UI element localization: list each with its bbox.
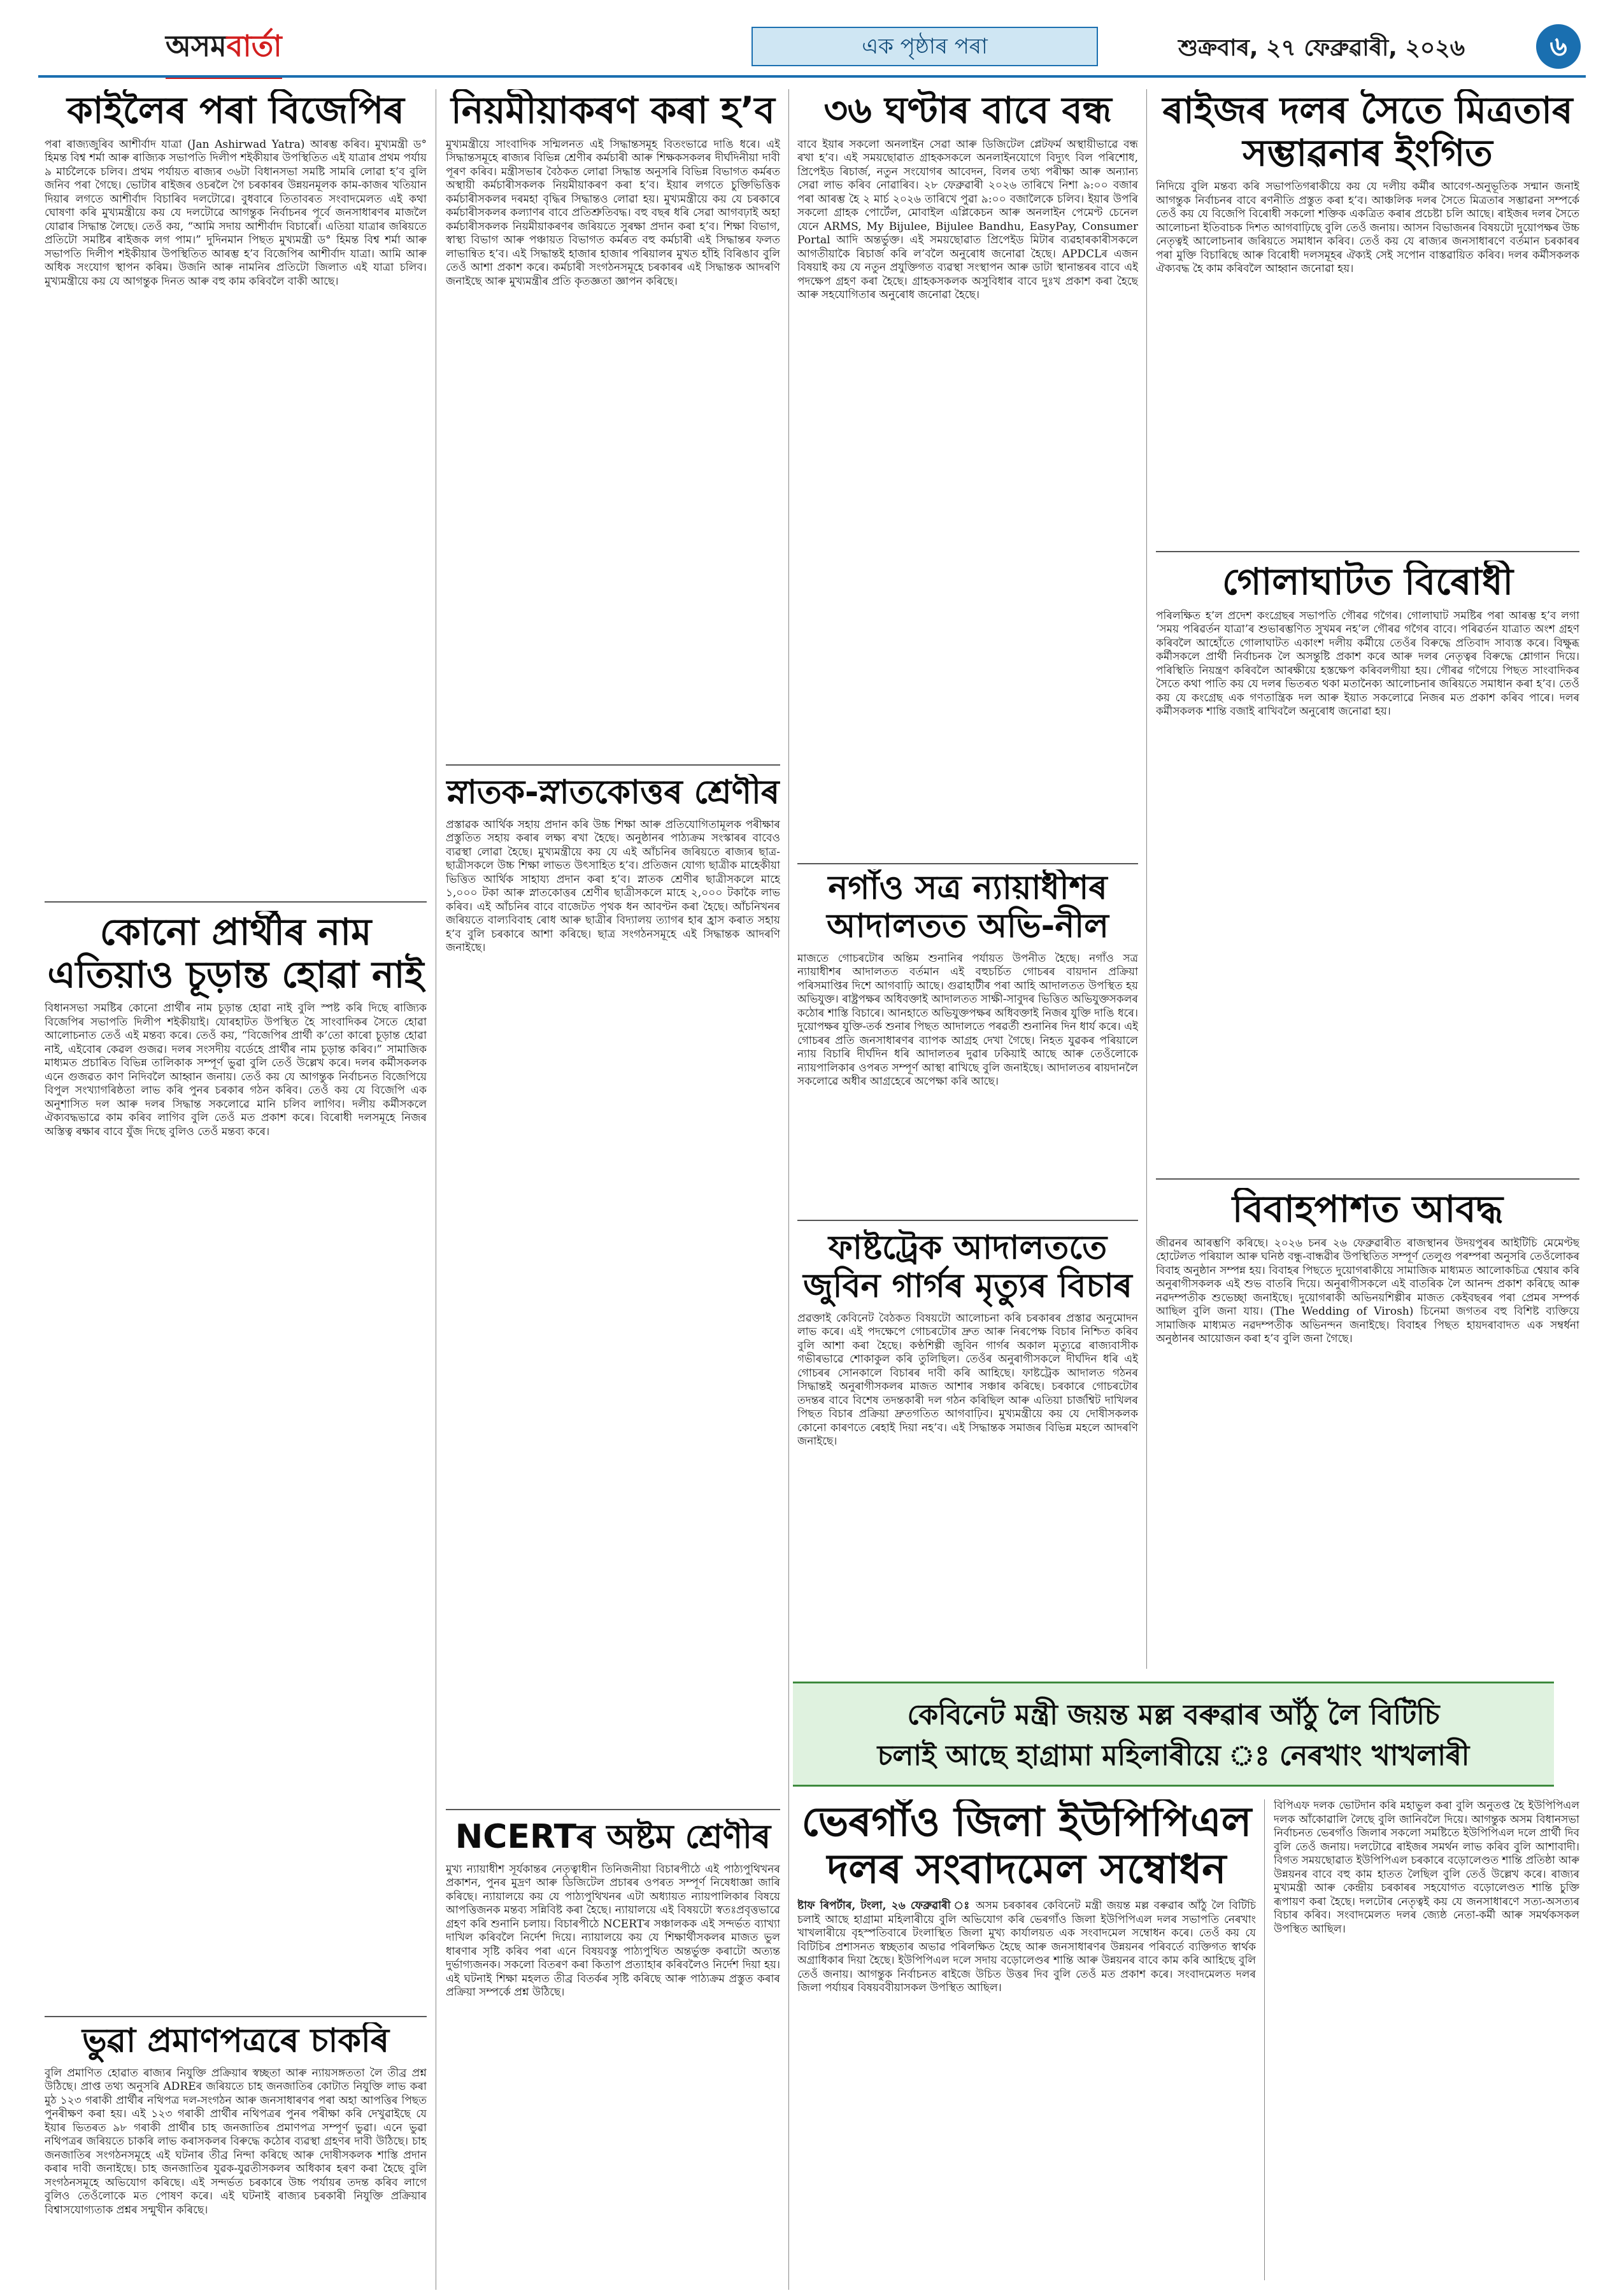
- article-body: জীৱনৰ আৰম্ভণি কৰিছে। ২০২৬ চনৰ ২৬ ফেব্ৰুৱাৰীত ৰাজস্থানৰ উদয়পুৰৰ আইটিচি মেমেণ্টছ হোটেলত পৰিয়াল আৰু ঘনিষ্ঠ বন্ধু-বান্ধৱীৰ উপস্থিতিত সম্পূৰ্ণ তেলুগু পৰম্পৰা অনুসৰি তেওঁলোকৰ বিবাহ অনুষ্ঠান সম্পন্ন হয়। বিবাহৰ পিছতে দুয়োগৰাকীয়ে সামাজিক মাধ্যমত আলোকচিত্ৰ শ্বেয়াৰ কৰি অনুৰাগীসকলক এই শুভ বাতৰি দিয়ে। অনুৰাগীসকলে এই বাতৰিক লৈ আনন্দ প্ৰকাশ কৰিছে আৰু নৱদম্পতীক শুভেচ্ছা জনাইছে। দুয়োগৰাকী অভিনয়শিল্পীৰ মাজত কেইবছৰৰ পৰা প্ৰেমৰ সম্পৰ্ক আছিল বুলি জনা যায়। (The Wedding of Virosh) চিনেমা জগতৰ বহু বিশিষ্ট ব্যক্তিয়ে সামাজিক মাধ্যমত নৱদম্পতীক অভিনন্দন জনাইছে। বিবাহৰ পিছত হায়দৰাবাদত এক সম্বৰ্ধনা অনুষ্ঠানৰ আয়োজন কৰা হ’ব বুলি জনা গৈছে।: [1156, 1236, 1579, 1346]
- article-candidate: [45, 911, 427, 2013]
- headline: গোলাঘাটত বিৰোধী: [1222, 561, 1514, 603]
- article-mitrata: [1156, 89, 1579, 545]
- article-bereghar-continued: [1274, 1799, 1579, 2280]
- article-body: বুলি প্ৰমাণিত হোৱাত ৰাজ্যৰ নিযুক্তি প্ৰক্ৰিয়াৰ স্বচ্ছতা আৰু ন্যায়সঙ্গততা লৈ তীব্ৰ প্ৰশ্ন উঠিছে। প্ৰাপ্ত তথ্য অনুসৰি ADREৰ জৰিয়তে চাহ জনজাতিৰ কোটাত নিযুক্তি লাভ কৰা মুঠ ১২৩ গৰাকী প্ৰাৰ্থীৰ নথিপত্ৰ দল-সংগঠন আৰু জনসাধাৰণৰ পৰা অহা আপত্তিৰ পিছত পুনৰীক্ষণ কৰা হয়। এই ১২৩ গৰাকী প্ৰাৰ্থীৰ নথিপত্ৰৰ পুনৰ পৰীক্ষা কৰি দেখুৱাইছে যে ইয়াৰ ভিতৰত ৯৮ গৰাকী প্ৰাৰ্থীৰ চাহ জনজাতিৰ প্ৰমাণপত্ৰ সম্পূৰ্ণ ভুৱা। এনে ভুৱা নথিপত্ৰৰ জৰিয়তে চাকৰি লাভ কৰাসকলৰ বিৰুদ্ধে কঠোৰ ব্যৱস্থা গ্ৰহণৰ দাবী উঠিছে। চাহ জনজাতিৰ সংগঠনসমূহে এই ঘটনাৰ তীব্ৰ নিন্দা কৰিছে আৰু দোষীসকলক শাস্তি প্ৰদান কৰাৰ দাবী জনাইছে। চাহ জনজাতিৰ যুৱক-যুৱতীসকলৰ অধিকাৰ হৰণ কৰা হৈছে বুলি সংগঠনসমূহে অভিযোগ কৰিছে। এই সন্দৰ্ভত চৰকাৰে উচ্চ পৰ্যায়ৰ তদন্ত কৰিব লাগে বুলিও তেওঁলোকে মত পোষণ কৰে। এই ঘটনাই ৰাজ্যৰ চৰকাৰী নিযুক্তি প্ৰক্ৰিয়াৰ বিশ্বাসযোগ্যতাক প্ৰশ্নৰ সন্মুখীন কৰিছে।: [45, 2066, 427, 2217]
- article-body: বাবে ইয়াৰ সকলো অনলাইন সেৱা আৰু ডিজিটেল প্লেটফৰ্ম অস্থায়ীভাৱে বন্ধ ৰখা হ’ব। এই সময়ছোৱাত গ্ৰাহকসকলে অনলাইনযোগে বিদ্যুৎ বিল পৰিশোধ, প্ৰিপেইড ৰিচাৰ্জ, নতুন সংযোগৰ আবেদন, বিলৰ তথ্য পৰীক্ষা আৰু অন্যান্য সেৱা লাভ কৰিব নোৱাৰিব। ২৮ ফেব্ৰুৱাৰী ২০২৬ তাৰিখে নিশা ৯:০০ বজাৰ পৰা আৰম্ভ হৈ ২ মাৰ্চ ২০২৬ তাৰিখে পুৱা ৯:০০ বজালৈকে চলিব। ইয়াৰ উপৰি সকলো গ্ৰাহক পোৰ্টেল, মোবাইল এপ্লিকেচন আৰু অনলাইন পেমেণ্ট চেনেল যেনে ARMS, My Bijulee, Bijulee Bandhu, EasyPay, Consumer Portal আদি অন্তৰ্ভুক্ত। এই সময়ছোৱাত প্ৰিপেইড মিটাৰ ব্যৱহাৰকাৰীসকলে আগতীয়াকৈ ৰিচাৰ্জ কৰি ল’বলৈ অনুৰোধ জনোৱা হৈছে। APDCLৰ এজন বিষয়াই কয় যে নতুন প্ৰযুক্তিগত ব্যৱস্থা সংস্থাপন আৰু ডাটা স্থানান্তৰৰ বাবে এই পদক্ষেপ গ্ৰহণ কৰা হৈছে। গ্ৰাহকসকলক অসুবিধাৰ বাবে দুঃখ প্ৰকাশ কৰা হৈছে আৰু সহযোগিতাৰ অনুৰোধ জনোৱা হৈছে।: [797, 138, 1138, 302]
- column-divider: [1264, 1799, 1265, 2280]
- headline: ফাষ্টট্ৰেক আদালততে জুবিন গাৰ্গৰ মৃত্যুৰ বিচাৰ: [803, 1229, 1132, 1305]
- highlight-banner: [793, 1682, 1554, 1787]
- article-body: প্ৰস্তাৱক আৰ্থিক সহায় প্ৰদান কৰি উচ্চ শিক্ষা আৰু প্ৰতিযোগিতামূলক পৰীক্ষাৰ প্ৰস্তুতিত সহায় কৰাৰ লক্ষ্য ৰখা হৈছে। অনুষ্ঠানৰ পাঠ্যক্ৰম সংস্কাৰৰ বাবেও ব্যৱস্থা লোৱা হৈছে। মুখ্যমন্ত্ৰীয়ে কয় যে এই আঁচনিৰ জৰিয়তে ৰাজ্যৰ ছাত্ৰ-ছাত্ৰীসকলে উচ্চ শিক্ষা লাভত উৎসাহিত হ’ব। প্ৰতিজন যোগ্য ছাত্ৰীক মাহেকীয়া ভিত্তিত আৰ্থিক সাহায্য প্ৰদান কৰা হ’ব। স্নাতক শ্ৰেণীৰ ছাত্ৰীসকলে মাহে ১,০০০ টকা আৰু স্নাতকোত্তৰ শ্ৰেণীৰ ছাত্ৰীসকলে মাহে ২,০০০ টকাকৈ লাভ কৰিব। এই আঁচনিৰ বাবে বাজেটত পৃথক ধন আবণ্টন কৰা হৈছে। আঁচনিখনৰ জৰিয়তে বাল্যবিবাহ ৰোধ আৰু ছাত্ৰীৰ বিদ্যালয় ত্যাগৰ হাৰ হ্ৰাস কৰাত সহায় হ’ব বুলি চৰকাৰে আশা কৰিছে। ছাত্ৰ সংগঠনসমূহে এই সিদ্ধান্তক আদৰণি জনাইছে।: [446, 818, 780, 955]
- headline: নগাঁও সত্ৰ ন্যায়াধীশৰ আদালতত অভি-নীল: [827, 869, 1109, 945]
- headline: ভেৰগাঁও জিলা ইউপিপিএল দলৰ সংবাদমেল সম্বোধন: [801, 1799, 1252, 1893]
- article-regularization: [446, 89, 780, 758]
- section-rule: [45, 2016, 427, 2017]
- headline: ৰাইজৰ দলৰ সৈতে মিত্ৰতাৰ সম্ভাৱনাৰ ইংগিত: [1162, 89, 1573, 175]
- column-divider: [1146, 89, 1147, 1669]
- column-divider: [788, 89, 789, 2290]
- article-body: প্ৰৱক্তাই কেবিনেট বৈঠকত বিষয়টো আলোচনা কৰি চৰকাৰৰ প্ৰস্তাৱ অনুমোদন লাভ কৰে। এই পদক্ষেপে গোচৰটোৰ দ্ৰুত আৰু নিৰপেক্ষ বিচাৰ নিশ্চিত কৰিব বুলি আশা কৰা হৈছে। কণ্ঠশিল্পী জুবিন গাৰ্গৰ অকাল মৃত্যুৱে ৰাজ্যবাসীক গভীৰভাৱে শোকাকুল কৰি তুলিছিল। তেওঁৰ অনুৰাগীসকলে দীৰ্ঘদিন ধৰি এই গোচৰৰ সোনকালে বিচাৰৰ দাবী কৰি আহিছে। ফাষ্টট্ৰেক আদালত গঠনৰ সিদ্ধান্তই অনুৰাগীসকলৰ মাজত আশাৰ সঞ্চাৰ কৰিছে। চৰকাৰে গোচৰটোৰ তদন্তৰ বাবে বিশেষ তদন্তকাৰী দল গঠন কৰিছিল আৰু এতিয়া চাৰ্জশ্বিট দাখিলৰ পিছত বিচাৰ প্ৰক্ৰিয়া দ্ৰুতগতিত আগবাঢ়িব। মুখ্যমন্ত্ৰীয়ে কয় যে দোষীসকলক কোনো কাৰণতে ৰেহাই দিয়া নহ’ব। এই সিদ্ধান্তক সমাজৰ বিভিন্ন মহলে আদৰণি জনাইছে।: [797, 1311, 1138, 1448]
- banner-line-1: কেবিনেট মন্ত্ৰী জয়ন্ত মল্ল বৰুৱাৰ আঁঠু লৈ বিটিচি: [907, 1699, 1440, 1731]
- headline: NCERTৰ অষ্টম শ্ৰেণীৰ: [455, 1818, 771, 1856]
- article-graduate: [446, 774, 780, 1806]
- article-body: মাজতে গোচৰটোৰ অন্তিম শুনানিৰ পৰ্যায়ত উপনীত হৈছে। নগাঁও সত্ৰ ন্যায়াধীশৰ আদালতত বৰ্তমান এই বহুচৰ্চিত গোচৰৰ বায়দান প্ৰক্ৰিয়া পৰিসমাপ্তিৰ দিশে আগবাঢ়ি আছে। গুৱাহাটীৰ পৰা আহি আদালতত উপস্থিত হয় অভিযুক্ত। ৰাষ্ট্ৰপক্ষৰ অধিবক্তাই আদালতত সাক্ষী-সাবুদৰ ভিত্তিত অভিযুক্তসকলৰ কঠোৰ শাস্তি বিচাৰে। আনহাতে অভিযুক্তপক্ষৰ অধিবক্তাই নিজৰ যুক্তি দাঙি ধৰে। দুয়োপক্ষৰ যুক্তি-তৰ্ক শুনাৰ পিছত আদালতে পৰৱৰ্তী শুনানিৰ দিন ধাৰ্য কৰে। এই গোচৰৰ প্ৰতি জনসাধাৰণৰ ব্যাপক আগ্ৰহ দেখা গৈছে। নিহত যুৱকৰ পৰিয়ালে ন্যায় বিচাৰি দীৰ্ঘদিন ধৰি আদালতৰ দুৱাৰ ঢকিয়াই আছে আৰু তেওঁলোকে ন্যায়পালিকাৰ ওপৰত সম্পূৰ্ণ আস্থা ৰাখিছে বুলি জনাইছে। আদালতৰ ৰায়দানলৈ সকলোৱে অধীৰ আগ্ৰহেৰে অপেক্ষা কৰি আছে।: [797, 952, 1138, 1089]
- section-rule: [797, 863, 1138, 864]
- article-body: বিপিএফ দলক ভোটদান কৰি মহাভুল কৰা বুলি অনুতপ্ত হৈ ইউপিপিএল দলক আঁকোৱালি লৈছে বুলি জানিবলৈ দিয়ে। আগন্তুক অসম বিধানসভা নিৰ্বাচনত ভেৰগাঁও জিলাৰ সকলো সমষ্টিতে ইউপিপিএল দলে প্ৰাৰ্থী দিব বুলি তেওঁ জনায়। দলটোৱে ৰাইজৰ সমৰ্থন লাভ কৰিব বুলি আশাবাদী। বিগত সময়ছোৱাত ইউপিপিএল চৰকাৰে বড়োলেণ্ডত শান্তি প্ৰতিষ্ঠা আৰু উন্নয়নৰ বাবে বহু কাম হাতত লৈছিল বুলি তেওঁ উল্লেখ কৰে। ৰাজ্যৰ মুখ্যমন্ত্ৰী আৰু কেন্দ্ৰীয় চৰকাৰৰ সহযোগত বড়োলেণ্ডত শান্তি চুক্তি ৰূপায়ণ কৰা হৈছে। দলটোৰ নেতৃত্বই কয় যে জনসাধাৰণে সত্য-অসত্যৰ বিচাৰ কৰিব। সংবাদমেলত দলৰ জ্যেষ্ঠ নেতা-কৰ্মী আৰু সমৰ্থকসকল উপস্থিত আছিল।: [1274, 1799, 1579, 1936]
- article-nagaon: [797, 869, 1138, 1217]
- headline: স্নাতক-স্নাতকোত্তৰ শ্ৰেণীৰ: [446, 774, 780, 811]
- article-body: পৰা ৰাজ্যজুৰিব আশীৰ্বাদ যাত্ৰা (Jan Ashirwad Yatra) আৰম্ভ কৰিব। মুখ্যমন্ত্ৰী ড° হিমন্ত বিশ্ব শৰ্মা আৰু ৰাজ্যিক সভাপতি দিলীপ শইকীয়াৰ উপস্থিতিত এই যাত্ৰাৰ প্ৰথম পৰ্যায় ৯ মাৰ্চলৈকে চলিব। প্ৰথম পৰ্যায়ত ৰাজ্যৰ ৩৬টা বিধানসভা সমষ্টি সামৰি লোৱা হ’ব বুলি জনিব পৰা গৈছে। ভোটাৰ ৰাইজৰ ওচৰলৈ গৈ চৰকাৰৰ উন্নয়নমূলক কাম-কাজৰ খতিয়ান দিয়াৰ লগতে আশীৰ্বাদ বিচাৰিব দলটোৱে। বুধবাৰে তিতাবৰত সংবাদমেলত এই কথা ঘোষণা কৰি মুখ্যমন্ত্ৰীয়ে কয় যে দলটোৱে আগন্তুক নিৰ্বাচনৰ পূৰ্বে জনসাধাৰণৰ মাজলৈ যোৱাৰ সিদ্ধান্ত লৈছে। তেওঁ কয়, “আমি সদায় আশীৰ্বাদ বিচাৰোঁ। এতিয়া যাত্ৰাৰ জৰিয়তে প্ৰতিটো সমষ্টিৰ ৰাইজক লগ পাম।” দুদিনমান পিছত মুখ্যমন্ত্ৰী ড° হিমন্ত বিশ্ব শৰ্মা আৰু সভাপতি দিলীপ শইকীয়াৰ উপস্থিতিত আৰম্ভ হ’ব বিজেপিৰ আশীৰ্বাদ যাত্ৰা। আমি আৰু অধিক সংযোগ স্থাপন কৰিম। উজনি আৰু নামনিৰ প্ৰতিটো জিলাত এই যাত্ৰা চলিব। মুখ্যমন্ত্ৰীয়ে কয় যে আগন্তুক দিনত আৰু বহু কাম কৰিবলৈ বাকী আছে।: [45, 138, 427, 288]
- article-fasttrack: [797, 1229, 1138, 1672]
- headline: বিবাহপাশত আবদ্ধ: [1232, 1188, 1504, 1231]
- article-bjp-yatra: [45, 89, 427, 895]
- masthead: [38, 13, 1586, 73]
- section-rule: [45, 901, 427, 903]
- section-rule: [797, 1220, 1138, 1221]
- banner-line-2: চলাই আছে হাগ্ৰামা মহিলাৰীয়ে ঃ নেৰখাং খাখলাৰী: [877, 1739, 1470, 1772]
- article-body: নিদিয়ে বুলি মন্তব্য কৰি সভাপতিগৰাকীয়ে কয় যে দলীয় কৰ্মীৰ আবেগ-অনুভূতিক সন্মান জনাই আগন্তুক নিৰ্বাচনৰ বাবে ৰণনীতি প্ৰস্তুত কৰা হ’ব। আঞ্চলিক দলৰ সৈতে মিত্ৰতাৰ সম্ভাৱনা সম্পৰ্কে তেওঁ কয় যে বিজেপি বিৰোধী সকলো শক্তিক একত্ৰিত কৰাৰ প্ৰচেষ্টা চলি আছে। ৰাইজৰ দলৰ সৈতে আলোচনা ইতিবাচক দিশত আগবাঢ়িছে বুলি তেওঁ জনায়। আসন বিভাজনৰ বিষয়টো দুয়োপক্ষৰ উচ্চ নেতৃত্বই আলোচনাৰ জৰিয়তে সমাধান কৰিব। তেওঁ কয় যে ৰাজ্যৰ জনসাধাৰণে বৰ্তমান চৰকাৰৰ পৰা মুক্তি বিচাৰিছে আৰু বিৰোধী দলসমূহৰ ঐক্যই সেই সপোন বাস্তৱায়িত কৰিব। দলৰ কৰ্মীসকলক ঐক্যবদ্ধ হৈ কাম কৰিবলৈ আহ্বান জনোৱা হয়।: [1156, 180, 1579, 276]
- issue-date: শুক্ৰবাৰ, ২৭ ফেব্ৰুৱাৰী, ২০২৬: [1178, 35, 1465, 61]
- newspaper-logo[interactable]: অসমবাৰ্তা: [166, 24, 282, 73]
- article-golaghat: [1156, 561, 1579, 1172]
- article-body: বিধানসভা সমষ্টিৰ কোনো প্ৰাৰ্থীৰ নাম চূড়ান্ত হোৱা নাই বুলি স্পষ্ট কৰি দিছে ৰাজ্যিক বিজেপিৰ সভাপতি দিলীপ শইকীয়াই। যোৰহাটত উপস্থিত হৈ সাংবাদিকৰ সৈতে হোৱা আলোচনাত তেওঁ এই মন্তব্য কৰে। তেওঁ কয়, “বিজেপিৰ প্ৰাৰ্থী ক’তো কাৰো চূড়ান্ত হোৱা নাই, এইবোৰ কেৱল গুজৱ। দলৰ সংসদীয় বৰ্ডেহে প্ৰাৰ্থীৰ নাম চূড়ান্ত কৰিব।” সামাজিক মাধ্যমত প্ৰচাৰিত বিভিন্ন তালিকাক সম্পূৰ্ণ ভুৱা বুলি তেওঁ উল্লেখ কৰে। দলৰ কৰ্মীসকলক এনে গুজৱত কাণ নিদিবলৈ আহ্বান জনায়। তেওঁ কয় যে আগন্তুক নিৰ্বাচনত বিজেপিয়ে বিপুল সংখ্যাগৰিষ্ঠতা লাভ কৰি পুনৰ চৰকাৰ গঠন কৰিব। তেওঁ কয় যে বিজেপি এক অনুশাসিত দল আৰু দলৰ সিদ্ধান্ত সকলোৱে মানি চলিব লাগিব। দলীয় কৰ্মীসকলে ঐক্যবদ্ধভাৱে কাম কৰিব লাগিব বুলি তেওঁ মত প্ৰকাশ কৰে। বিৰোধী দলসমূহে নিজৰ অস্তিত্ব ৰক্ষাৰ বাবে যুঁজ দিছে বুলিও তেওঁ মন্তব্য কৰে।: [45, 1002, 427, 1138]
- article-bereghar: [797, 1799, 1256, 2280]
- headline: কোনো প্ৰাৰ্থীৰ নাম এতিয়াও চূড়ান্ত হোৱা নাই: [47, 911, 424, 996]
- dateline: ষ্টাফ ৰিপৰ্টাৰ, টংলা, ২৬ ফেব্ৰুৱাৰী ঃ: [797, 1899, 971, 1913]
- page-label: এক পৃষ্ঠাৰ পৰা: [751, 27, 1098, 66]
- article-ncert: [446, 1818, 780, 2280]
- article-body: মুখ্য ন্যায়াধীশ সূৰ্যকান্তৰ নেতৃত্বাধীন তিনিজনীয়া বিচাৰপীঠে এই পাঠ্যপুথিখনৰ প্ৰকাশন, পুনৰ মুদ্ৰণ আৰু ডিজিটেল প্ৰচাৰৰ ওপৰত সম্পূৰ্ণ নিষেধাজ্ঞা জাৰি কৰিছে। ন্যায়ালয়ে কয় যে পাঠ্যপুথিখনৰ এটা অধ্যায়ত ন্যায়পালিকাৰ বিষয়ে আপত্তিজনক মন্তব্য সন্নিবিষ্ট কৰা হৈছে। ন্যায়ালয়ে এই বিষয়টো স্বতঃপ্ৰবৃত্তভাৱে গ্ৰহণ কৰি শুনানি চলায়। বিচাৰপীঠে NCERTৰ সঞ্চালকক এই সন্দৰ্ভত ব্যাখ্যা দাখিল কৰিবলৈ নিৰ্দেশ দিয়ে। ন্যায়ালয়ে কয় যে শিক্ষাৰ্থীসকলৰ মাজত ভুল ধাৰণাৰ সৃষ্টি কৰিব পৰা এনে বিষয়বস্তু পাঠ্যপুথিত অন্তৰ্ভুক্ত কৰাটো অত্যন্ত দুৰ্ভাগ্যজনক। সকলো বিতৰণ কৰা কিতাপ প্ৰত্যাহাৰ কৰিবলৈও নিৰ্দেশ দিয়া হয়। এই ঘটনাই শিক্ষা মহলত তীব্ৰ বিতৰ্কৰ সৃষ্টি কৰিছে আৰু পাঠ্যক্ৰম প্ৰস্তুত কৰাৰ প্ৰক্ৰিয়া সম্পৰ্কে প্ৰশ্ন উঠিছে।: [446, 1862, 780, 1999]
- article-body: ষ্টাফ ৰিপৰ্টাৰ, টংলা, ২৬ ফেব্ৰুৱাৰী ঃ অসম চৰকাৰৰ কেবিনেট মন্ত্ৰী জয়ন্ত মল্ল বৰুৱাৰ আঁঠু লৈ বিটিচি চলাই আছে হাগ্ৰামা মহিলাৰীয়ে বুলি অভিযোগ কৰি ভেৰগাঁও জিলা ইউপিপিএল দলৰ সভাপতি নেৰখাং খাখলাৰীয়ে বৃহস্পতিবাৰে টংলাস্থিত জিলা মুখ্য কাৰ্যালয়ত এক সংবাদমেল সম্বোধন কৰে। তেওঁ কয় যে বিটিচিৰ প্ৰশাসনত স্বচ্ছতাৰ অভাৱ পৰিলক্ষিত হৈছে আৰু জনসাধাৰণৰ উন্নয়নৰ পৰিবৰ্তে ব্যক্তিগত স্বাৰ্থক অগ্ৰাধিকাৰ দিয়া হৈছে। ইউপিপিএল দলে সদায় বড়োলেণ্ডৰ শান্তি আৰু উন্নয়নৰ বাবে কাম কৰি আহিছে বুলি তেওঁ জনায়। আগন্তুক নিৰ্বাচনত ৰাইজে উচিত উত্তৰ দিব বুলি তেওঁ মত প্ৰকাশ কৰে। সংবাদমেলত দলৰ জিলা পৰ্যায়ৰ বিষয়ববীয়াসকল উপস্থিত আছিল।: [797, 1899, 1256, 1995]
- article-body: পৰিলক্ষিত হ’ল প্ৰদেশ কংগ্ৰেছৰ সভাপতি গৌৰৱ গগৈৰ। গোলাঘাট সমষ্টিৰ পৰা আৰম্ভ হ’ব লগা ‘সময় পৰিৱৰ্তন যাত্ৰা’ৰ শুভাৰম্ভণিত সুখমৰ নহ’ল গৌৰৱ গগৈৰ বাবে। পৰিৱৰ্তন যাত্ৰাত অংশ গ্ৰহণ কৰিবলৈ আহোঁতে গোলাঘাটত একাংশ দলীয় কৰ্মীয়ে তেওঁৰ বিৰুদ্ধে প্ৰতিবাদ সাব্যস্ত কৰে। বিক্ষুব্ধ কৰ্মীসকলে প্ৰাৰ্থী নিৰ্বাচনক লৈ অসন্তুষ্টি প্ৰকাশ কৰে আৰু দলৰ নেতৃত্বৰ বিৰুদ্ধে শ্লোগান দিয়ে। পৰিস্থিতি নিয়ন্ত্ৰণ কৰিবলৈ আৰক্ষীয়ে হস্তক্ষেপ কৰিবলগীয়া হয়। গৌৰৱ গগৈয়ে পিছত সাংবাদিকৰ সৈতে কথা পাতি কয় যে দলৰ ভিতৰত থকা মতানৈক্য আলোচনাৰ জৰিয়তে সমাধান কৰা হ’ব। তেওঁ কয় যে কংগ্ৰেছ এক গণতান্ত্ৰিক দল আৰু ইয়াত সকলোৱে নিজৰ মত প্ৰকাশ কৰিব পাৰে। দলৰ কৰ্মীসকলক শান্তি বজাই ৰাখিবলৈ অনুৰোধ জনোৱা হয়।: [1156, 609, 1579, 718]
- section-rule: [446, 1809, 780, 1810]
- headline: ৩৬ ঘণ্টাৰ বাবে বন্ধ: [823, 89, 1112, 132]
- article-bandh: [797, 89, 1138, 854]
- headline: নিয়মীয়াকৰণ কৰা হ’ব: [451, 89, 775, 132]
- headline: ভুৱা প্ৰমাণপত্ৰৰে চাকৰি: [82, 2022, 390, 2060]
- article-fake-certificate: [45, 2022, 427, 2280]
- section-rule: [446, 764, 780, 766]
- headline: কাইলৈৰ পৰা বিজেপিৰ: [67, 89, 404, 132]
- masthead-rule: [38, 75, 1586, 78]
- article-wedding: [1156, 1188, 1579, 1672]
- section-rule: [1156, 1178, 1579, 1180]
- page-number: ৬: [1536, 24, 1581, 69]
- article-body: মুখ্যমন্ত্ৰীয়ে সাংবাদিক সন্মিলনত এই সিদ্ধান্তসমূহ বিতংভাৱে দাঙি ধৰে। এই সিদ্ধান্তসমূহে ৰাজ্যৰ বিভিন্ন শ্ৰেণীৰ কৰ্মচাৰী আৰু শিক্ষকসকলৰ দীৰ্ঘদিনীয়া দাবী পূৰণ কৰিব। মন্ত্ৰীসভাৰ বৈঠকত লোৱা সিদ্ধান্ত অনুসৰি বিভিন্ন বিভাগত কৰ্মৰত অস্থায়ী কৰ্মচাৰীসকলক নিয়মীয়াকৰণ কৰা হ’ব। ইয়াৰ লগতে চুক্তিভিত্তিক কৰ্মচাৰীসকলৰ দৰমহা বৃদ্ধিৰ সিদ্ধান্তও লোৱা হয়। মুখ্যমন্ত্ৰীয়ে কয় যে চৰকাৰে কৰ্মচাৰীসকলৰ কল্যাণৰ বাবে প্ৰতিশ্ৰুতিবদ্ধ। বহু বছৰ ধৰি সেৱা আগবঢ়াই অহা কৰ্মচাৰীসকলক নিয়মীয়াকৰণৰ জৰিয়তে সুৰক্ষা প্ৰদান কৰা হ’ব। শিক্ষা বিভাগ, স্বাস্থ্য বিভাগ আৰু পঞ্চায়ত বিভাগত কৰ্মৰত বহু কৰ্মচাৰী এই সিদ্ধান্তৰ ফলত লাভান্বিত হ’ব। এই সিদ্ধান্তই হাজাৰ হাজাৰ পৰিয়ালৰ মুখত হাঁহি বিৰিঙাব বুলি তেওঁ আশা প্ৰকাশ কৰে। কৰ্মচাৰী সংগঠনসমূহে চৰকাৰৰ এই সিদ্ধান্তক আদৰণি জনাইছে আৰু মুখ্যমন্ত্ৰীৰ প্ৰতি কৃতজ্ঞতা জ্ঞাপন কৰিছে।: [446, 138, 780, 288]
- section-rule: [1156, 551, 1579, 552]
